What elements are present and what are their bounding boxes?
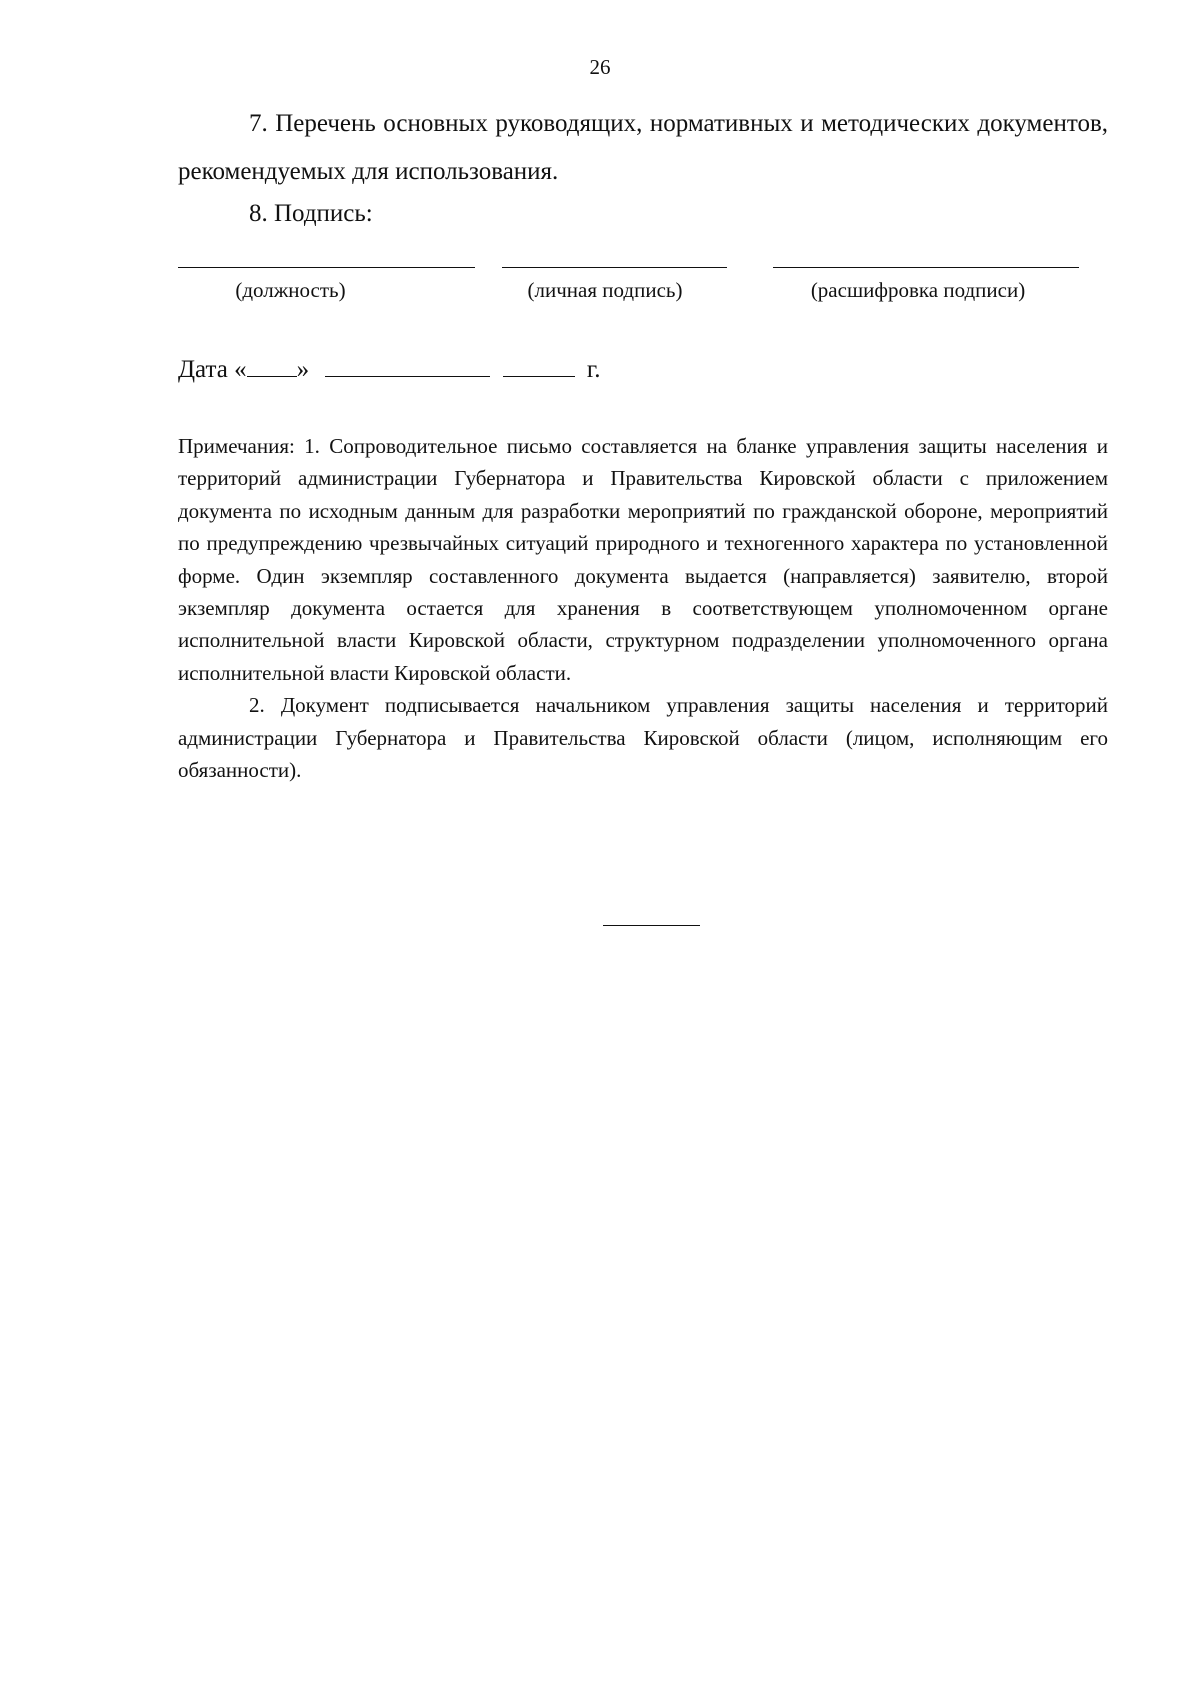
year-suffix: г. xyxy=(586,356,601,383)
end-rule xyxy=(603,925,700,926)
note-1: Примечания: 1. Сопроводительное письмо составляется на бланке управления защиты населения и территорий администрации Губернатора и Правительства Кировской области с приложением документа по исходным данным для разработки мероприятий по гражданской обороне, мероприятий по предупреждению чрезвычайных ситуаций природного и техногенного характера по установленной форме. Один экземпляр составленного документа выдается (направляется) заявителю, второй экземпляр документа остается для хранения в соответствующем уполномоченном органе исполнительной власти Кировской области, структурном подразделении уполномоченного органа исполнительной власти Кировской области. xyxy=(178,434,1108,685)
position-line xyxy=(178,267,475,268)
day-blank xyxy=(247,358,297,377)
notes-block xyxy=(178,430,1108,786)
year-blank xyxy=(503,358,575,377)
decryption-caption: (расшифровка подписи) xyxy=(810,278,1026,302)
section-7-text: 7. Перечень основных руководящих, нормативных и методических документов, рекомендуемых для использования. xyxy=(178,110,1108,185)
section-8-heading: 8. Подпись: xyxy=(249,200,373,227)
note-2: 2. Документ подписывается начальником управления защиты населения и территорий администрации Губернатора и Правительства Кировской области (лицом, исполняющим его обязанности). xyxy=(178,693,1108,783)
date-row xyxy=(178,356,601,384)
signature-caption: (личная подпись) xyxy=(527,278,683,302)
date-label: Дата « xyxy=(178,356,247,383)
page-number: 26 xyxy=(589,55,611,79)
signature-line xyxy=(502,267,727,268)
month-blank xyxy=(325,358,490,377)
position-caption: (должность) xyxy=(235,278,346,302)
decryption-line xyxy=(773,267,1079,268)
date-quote-close: » xyxy=(296,356,310,383)
